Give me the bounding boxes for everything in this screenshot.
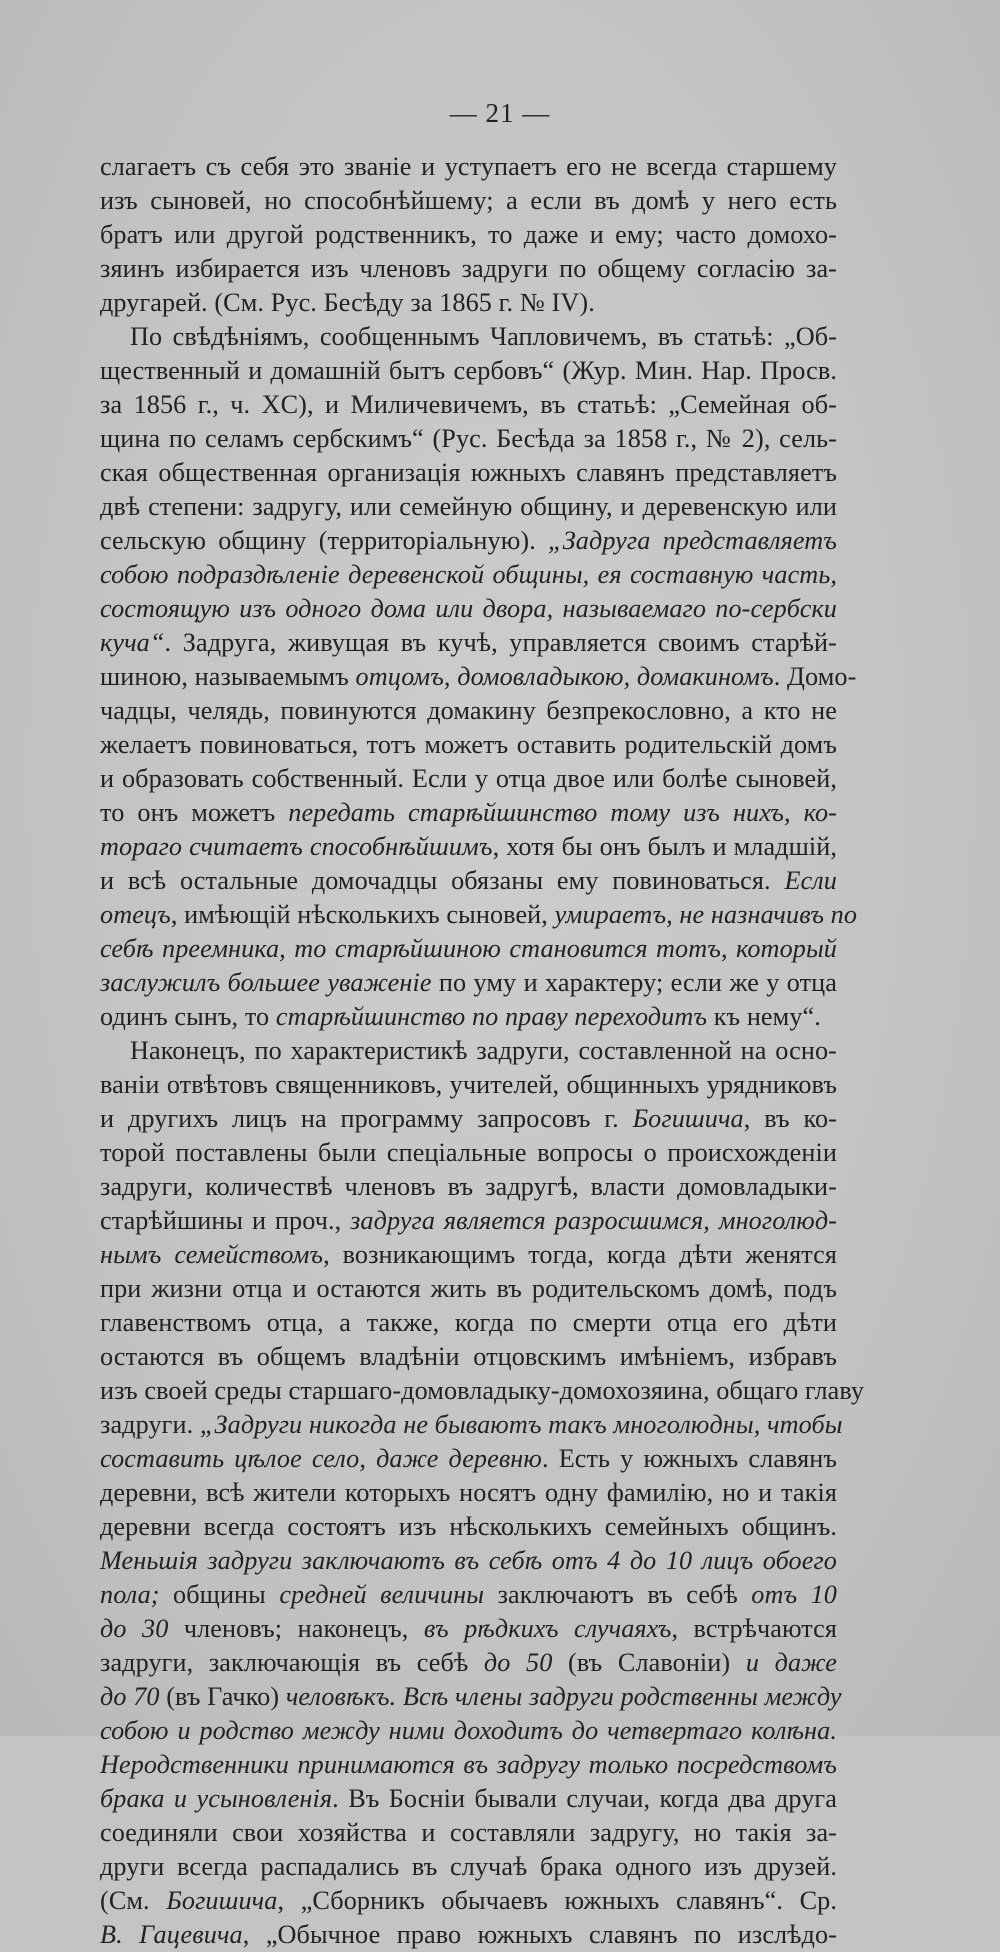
- italic-run: Меньшія задруги заключаютъ въ себѣ отъ 4 до 10 лицъ обоего: [100, 1546, 837, 1575]
- text-run: задруги.: [100, 1410, 200, 1439]
- text-line: [100, 1544, 837, 1578]
- italic-run: до 50: [483, 1648, 553, 1677]
- italic-run: человѣкъ. Всѣ члены задруги родственны между: [285, 1682, 842, 1711]
- body-text: [100, 150, 865, 1952]
- text-run: (См.: [100, 1886, 167, 1915]
- text-line: [100, 864, 837, 898]
- text-run: щественный и домашній бытъ сербовъ“ (Жур. Мин. Нар. Просв.: [100, 356, 837, 385]
- text-line: [100, 1884, 837, 1918]
- text-run: (въ Славоніи): [552, 1648, 746, 1677]
- text-line: [100, 1510, 837, 1544]
- text-line: [100, 1068, 837, 1102]
- text-line: [100, 150, 837, 184]
- italic-run: составить цѣлое село, даже деревню: [100, 1444, 542, 1473]
- text-line: [100, 1476, 837, 1510]
- text-line: [100, 1714, 837, 1748]
- text-run: главенствомъ отца, а также, когда по смерти отца его дѣти: [100, 1308, 837, 1337]
- text-run: , хотя бы онъ былъ и младшій,: [492, 832, 837, 861]
- text-line: [100, 1646, 837, 1680]
- text-run: къ нему“.: [707, 1002, 821, 1031]
- text-run: , въ ко-: [743, 1104, 837, 1133]
- text-run: изъ сыновей, но способнѣйшему; а если въ домѣ у него есть: [100, 186, 837, 215]
- text-run: ваніи отвѣтовъ священниковъ, учителей, общинныхъ урядниковъ: [100, 1070, 837, 1099]
- text-line: [100, 1578, 837, 1612]
- text-run: одинъ сынъ, то: [100, 1002, 276, 1031]
- text-line: [100, 1442, 837, 1476]
- italic-run: отцомъ, домовладыкою, домакиномъ: [355, 662, 774, 691]
- text-run: по уму и характеру; если же у отца: [431, 968, 838, 997]
- italic-run: до 70: [100, 1682, 160, 1711]
- text-run: соединяли свои хозяйства и составляли задругу, но такія за-: [100, 1818, 837, 1847]
- italic-run: „Задруги никогда не бываютъ такъ многолюдны, чтобы: [199, 1410, 843, 1439]
- text-run: , имѣющій нѣсколькихъ сыновей,: [170, 900, 555, 929]
- text-line: [100, 626, 837, 660]
- text-run: слагаетъ съ себя это званіе и уступаетъ его не всегда старшему: [100, 152, 837, 181]
- text-run: . Задруга, живущая въ кучѣ, управляется своимъ старѣй-: [164, 628, 837, 657]
- text-run: сельскую общину (территоріальную).: [100, 526, 549, 555]
- text-line: [100, 456, 837, 490]
- text-run: чадцы, челядь, повинуются домакину безпрекословно, а кто не: [100, 696, 837, 725]
- text-line: [100, 1374, 865, 1408]
- text-run: и образовать собственный. Если у отца двое или болѣе сыновей,: [100, 764, 837, 793]
- text-line: [100, 252, 837, 286]
- italic-run: нымъ семействомъ: [100, 1240, 324, 1269]
- text-line: [100, 1816, 837, 1850]
- italic-run: заслужилъ большее уваженіе: [100, 968, 432, 997]
- text-line: [100, 422, 837, 456]
- text-run: другарей. (См. Рус. Бесѣду за 1865 г. № IV).: [100, 288, 595, 317]
- text-line: [100, 728, 837, 762]
- italic-run: собою подраздѣленіе деревенской общины, ея составную часть,: [100, 560, 837, 589]
- italic-run: пола;: [100, 1580, 160, 1609]
- text-run: . Въ Босніи бывали случаи, когда два друга: [332, 1784, 837, 1813]
- text-run: задруги, количествѣ членовъ въ задругѣ, власти домовладыки-: [100, 1172, 837, 1201]
- text-line: [100, 490, 837, 524]
- italic-run: и даже: [745, 1648, 838, 1677]
- text-run: заключаютъ въ себѣ: [484, 1580, 752, 1609]
- page-number: — 21 —: [449, 98, 551, 128]
- text-line: [100, 354, 837, 388]
- italic-run: Богишича: [166, 1886, 278, 1915]
- text-line: [100, 1136, 837, 1170]
- text-line: [100, 762, 837, 796]
- text-line: [100, 1034, 837, 1068]
- text-line: [100, 524, 837, 558]
- italic-run: Неродственники принимаются въ задругу только посредствомъ: [100, 1750, 837, 1779]
- italic-run: средней величины: [279, 1580, 485, 1609]
- text-line: [100, 1000, 837, 1034]
- italic-run: задруга является разросшимся, многолюд-: [350, 1206, 837, 1235]
- text-line: [100, 1170, 837, 1204]
- text-run: други всегда распадались въ случаѣ брака одного изъ друзей.: [100, 1852, 837, 1881]
- text-run: братъ или другой родственникъ, то даже и ему; часто домохо-: [100, 220, 837, 249]
- text-line: [100, 1238, 837, 1272]
- text-run: старѣйшины и проч.,: [100, 1206, 351, 1235]
- italic-run: до 30: [100, 1614, 169, 1643]
- italic-run: „Задруга представляетъ: [548, 526, 837, 555]
- text-run: двѣ степени: задругу, или семейную общину, и деревенскую или: [100, 492, 837, 521]
- text-line: [100, 286, 837, 320]
- text-run: ская общественная организація южныхъ славянъ представляетъ: [100, 458, 837, 487]
- italic-run: себѣ преемника, то старѣйшиною становится тотъ, который: [100, 934, 837, 963]
- italic-run: В. Гацевича: [100, 1920, 243, 1949]
- text-run: , „Обычное право южныхъ славянъ по изслѣдо-: [242, 1920, 837, 1949]
- text-line: [100, 830, 837, 864]
- text-run: (въ Гачко): [159, 1682, 286, 1711]
- text-run: . Домо-: [773, 662, 857, 691]
- italic-run: отъ 10: [751, 1580, 837, 1609]
- text-line: [100, 1306, 837, 1340]
- italic-run: старѣйшинство по праву переходитъ: [275, 1002, 708, 1031]
- text-run: По свѣдѣніямъ, сообщеннымъ Чапловичемъ, въ статьѣ: „Об-: [130, 322, 837, 351]
- italic-run: въ рѣдкихъ случаяхъ: [423, 1614, 672, 1643]
- text-line: [100, 660, 857, 694]
- italic-run: собою и родство между ними доходитъ до четвертаго колѣна.: [100, 1716, 837, 1745]
- text-run: общины: [159, 1580, 280, 1609]
- text-line: [100, 796, 837, 830]
- text-run: зяинъ избирается изъ членовъ задруги по общему согласію за-: [100, 254, 837, 283]
- text-line: [100, 592, 837, 626]
- text-run: , возникающимъ тогда, когда дѣти женятся: [323, 1240, 837, 1269]
- text-line: [100, 388, 837, 422]
- text-line: [100, 320, 837, 354]
- text-line: [100, 218, 837, 252]
- text-line: [100, 1408, 843, 1442]
- italic-run: брака и усыновленія: [100, 1784, 333, 1813]
- text-run: шиною, называемымъ: [100, 662, 356, 691]
- text-run: желаетъ повиноваться, тотъ можетъ оставить родительскій домъ: [100, 730, 837, 759]
- text-line: [100, 1918, 837, 1952]
- text-line: [100, 1782, 837, 1816]
- text-line: [100, 932, 837, 966]
- text-run: и всѣ остальные домочадцы обязаны ему повиноваться.: [100, 866, 785, 895]
- text-run: за 1856 г., ч. XC), и Миличевичемъ, въ статьѣ: „Семейная об-: [100, 390, 837, 419]
- italic-run: куча“: [100, 628, 165, 657]
- text-line: [100, 1612, 837, 1646]
- text-line: [100, 1204, 837, 1238]
- text-run: при жизни отца и остаются жить въ родительскомъ домѣ, подъ: [100, 1274, 837, 1303]
- text-run: и другихъ лицъ на программу запросовъ г.: [100, 1104, 633, 1133]
- text-line: [100, 1748, 837, 1782]
- text-line: [100, 184, 837, 218]
- italic-run: Если: [784, 866, 837, 895]
- italic-run: состоящую изъ одного дома или двора, называемаго по-сербски: [100, 594, 837, 623]
- text-line: [100, 1680, 842, 1714]
- text-run: деревни всегда состоятъ изъ нѣсколькихъ семейныхъ общинъ.: [100, 1512, 837, 1541]
- text-line: [100, 1340, 837, 1374]
- text-run: щина по селамъ сербскимъ“ (Рус. Бесѣда за 1858 г., № 2), сель-: [100, 424, 837, 453]
- text-line: [100, 694, 837, 728]
- italic-run: отецъ: [100, 900, 171, 929]
- text-line: [100, 1850, 837, 1884]
- text-line: [100, 1102, 837, 1136]
- text-run: , „Сборникъ обычаевъ южныхъ славянъ“. Ср.: [277, 1886, 837, 1915]
- text-run: торой поставлены были спеціальные вопросы о происхожденіи: [100, 1138, 837, 1167]
- text-run: задруги, заключающія въ себѣ: [100, 1648, 484, 1677]
- text-line: [100, 966, 837, 1000]
- text-run: то онъ можетъ: [100, 798, 289, 827]
- italic-run: тораго считаетъ способнѣйшимъ: [100, 832, 493, 861]
- text-run: Наконецъ, по характеристикѣ задруги, составленной на осно-: [130, 1036, 837, 1065]
- text-run: . Есть у южныхъ славянъ: [541, 1444, 838, 1473]
- text-run: , встрѣчаются: [671, 1614, 837, 1643]
- text-line: [100, 898, 858, 932]
- text-line: [100, 558, 837, 592]
- italic-run: Богишича: [632, 1104, 744, 1133]
- italic-run: передать старѣйшинство тому изъ нихъ, ко-: [288, 798, 837, 827]
- text-run: остаются въ общемъ владѣніи отцовскимъ имѣніемъ, избравъ: [100, 1342, 837, 1371]
- italic-run: умираетъ, не назначивъ по: [554, 900, 858, 929]
- text-line: [100, 1272, 837, 1306]
- text-run: членовъ; наконецъ,: [168, 1614, 424, 1643]
- text-run: изъ своей среды старшаго-домовладыку-домохозяина, общаго главу: [100, 1376, 865, 1405]
- text-run: деревни, всѣ жители которыхъ носятъ одну фамилію, но и такія: [100, 1478, 837, 1507]
